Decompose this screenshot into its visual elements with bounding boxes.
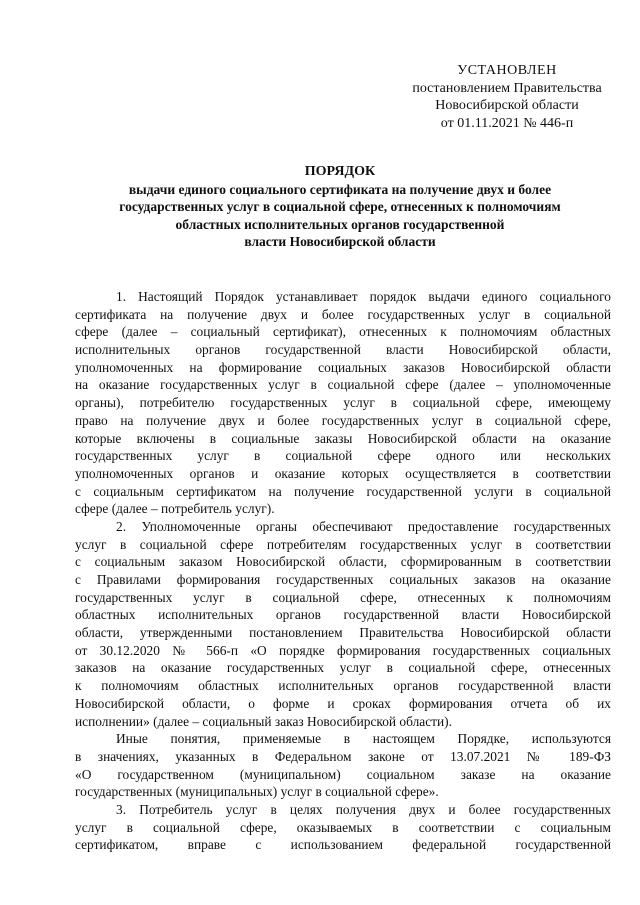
document-title [60,163,620,251]
body-line: государственных услуг в социальной сфере одного или нескольких [75,448,611,464]
document-body [75,288,611,854]
body-line: уполномоченных на формирование социальных заказов Новосибирской области [75,359,611,375]
body-line: с социальным сертификатом на получение государственной услуги в социальной [75,483,611,499]
body-line: Иные понятия, применяемые в настоящем Порядке, используются [116,731,611,747]
body-line: государственных услуг в социальной сфере, отнесенных к полномочиям [75,589,611,605]
body-line: услуг в социальной сфере, оказываемых в соответствии с социальным [75,819,611,835]
body-line: 3. Потребитель услуг в целях получения двух и более государственных [116,801,611,817]
body-line: заказов на оказание государственных услуг в социальной сфере, отнесенных [75,660,611,676]
body-line: государственных (муниципальных) услуг в социальной сфере». [75,784,439,800]
body-line: области, утвержденными постановлением Правительства Новосибирской области [75,625,611,641]
body-line: сфере (далее – потребитель услуг). [75,501,275,517]
body-line: уполномоченных органов и оказание которых осуществляется в соответствии [75,465,611,481]
body-line: 1. Настоящий Порядок устанавливает порядок выдачи единого социального [116,289,611,304]
body-line: с социальным заказом Новосибирской области, сформированным в соответствии [75,554,611,570]
title-main: ПОРЯДОК [304,164,376,179]
body-line: с Правилами формирования государственных социальных заказов на оказание [75,572,611,587]
body-line: сертификатом, вправе с использованием федеральной государственной [75,837,611,853]
body-line: право на получение двух и более государственных услуг в социальной сфере, [75,412,611,428]
approval-block [392,62,622,132]
body-line: «О государственном (муниципальном) социальном заказе на оказание [75,766,611,782]
body-line: сфере (далее – социальный сертификат), отнесенных к полномочиям областных [75,324,611,340]
approval-line: Новосибирской области [435,98,579,113]
approval-heading: УСТАНОВЛЕН [457,63,557,78]
body-line: которые включены в социальные заказы Новосибирской области на оказание [75,430,611,446]
body-line: услуг в социальной сфере потребителям государственных услуг в соответствии [75,536,611,552]
body-line: 2. Уполномоченные органы обеспечивают предоставление государственных [116,518,611,534]
title-line: власти Новосибирской области [244,234,436,249]
body-line: от 30.12.2020 № 566-п «О порядке формирования государственных социальных [75,642,611,658]
approval-line: от 01.11.2021 № 446-п [440,115,574,131]
body-line: областных исполнительных органов государственной власти Новосибирской [75,607,611,623]
body-line: исполнительных органов государственной власти Новосибирской области, [75,342,611,358]
approval-line: постановлением Правительства [412,80,602,96]
body-line: Новосибирской области, о форме и сроках формирования отчета об их [75,695,611,711]
body-line: органы), потребителю государственных услуг в социальной сфере, имеющему [75,395,611,411]
title-line: областных исполнительных органов государственной [175,216,505,232]
body-line: к полномочиям областных исполнительных органов государственной власти [75,678,611,694]
title-line: государственных услуг в социальной сфере, отнесенных к полномочиям [119,199,561,214]
title-line: выдачи единого социального сертификата на получение двух и более [128,181,552,197]
body-line: сертификата на получение двух и более государственных услуг в социальной [75,306,611,322]
body-line: в значениях, указанных в Федеральном законе от 13.07.2021 № 189-ФЗ [75,748,611,764]
body-line: на оказание государственных услуг в социальной сфере (далее – уполномоченные [75,377,611,393]
body-line: исполнении» (далее – социальный заказ Новосибирской области). [75,713,452,729]
